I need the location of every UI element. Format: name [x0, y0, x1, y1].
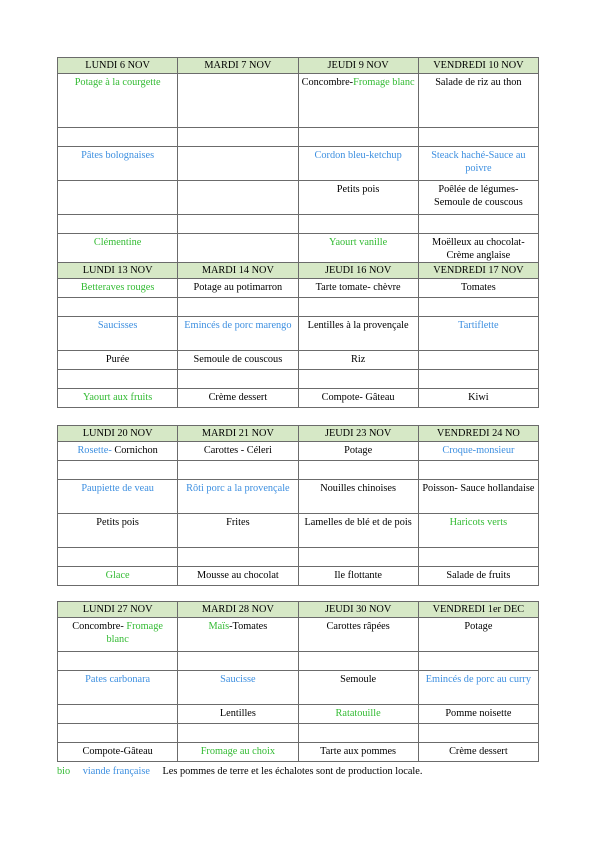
- menu-cell: [178, 128, 298, 147]
- menu-cell: [58, 743, 178, 762]
- menu-cell: [178, 279, 298, 298]
- menu-cell: [298, 461, 418, 480]
- menu-cell: [418, 181, 538, 215]
- menu-cell: [298, 743, 418, 762]
- dish-text: Purée: [105, 354, 130, 365]
- menu-row: [58, 480, 539, 514]
- menu-cell: [178, 705, 298, 724]
- menu-cell: [418, 234, 538, 265]
- menu-cell: [418, 567, 538, 586]
- menu-row: [58, 298, 539, 317]
- menu-cell: [418, 671, 538, 705]
- menu-cell: [178, 743, 298, 762]
- menu-row: [58, 351, 539, 370]
- dish-text: Clémentine: [93, 237, 142, 248]
- menu-row: [58, 128, 539, 147]
- day-header: MARDI 21 NOV: [178, 426, 298, 442]
- dish-text: Yaourt vanille: [329, 237, 388, 248]
- menu-cell: [178, 370, 298, 389]
- menu-cell: [418, 548, 538, 567]
- dish-text: Betteraves rouges: [80, 282, 155, 293]
- menu-row: [58, 370, 539, 389]
- menu-row: [58, 181, 539, 215]
- dish-text: Petits pois: [336, 184, 380, 195]
- menu-cell: [298, 370, 418, 389]
- dish-text: Petits pois: [96, 517, 139, 528]
- dish-text: Yaourt aux fruits: [82, 392, 153, 403]
- menu-cell: [58, 317, 178, 351]
- menu-row: [58, 317, 539, 351]
- menu-cell: [58, 442, 178, 461]
- menu-cell: [58, 548, 178, 567]
- dish-text: Carottes - Céleri: [203, 445, 272, 456]
- day-header: JEUDI 9 NOV: [298, 58, 418, 74]
- day-header: JEUDI 30 NOV: [298, 602, 418, 618]
- menu-cell: [58, 181, 178, 215]
- dish-text: Emincés de porc au curry: [425, 674, 531, 685]
- dish-text: Lentilles à la provençale: [307, 320, 409, 331]
- dish-text: Tartiflette: [458, 320, 499, 331]
- week-table-2: [57, 262, 539, 408]
- dish-text: Tarte tomate- chèvre: [315, 282, 401, 293]
- menu-cell: [298, 442, 418, 461]
- menu-cell: [178, 215, 298, 234]
- dish-text: Saucisses: [97, 320, 138, 331]
- dish-text: Poisson- Sauce hollandaise: [422, 483, 535, 494]
- menu-cell: [418, 317, 538, 351]
- dish-text: Tarte aux pommes: [320, 746, 397, 757]
- menu-cell: [178, 461, 298, 480]
- menu-cell: [298, 618, 418, 652]
- menu-cell: [298, 351, 418, 370]
- day-header: LUNDI 6 NOV: [58, 58, 178, 74]
- legend-viande: viande française: [82, 766, 150, 777]
- menu-cell: [298, 705, 418, 724]
- week-table-1: [57, 57, 539, 265]
- day-header: MARDI 28 NOV: [178, 602, 298, 618]
- menu-cell: [418, 480, 538, 514]
- dish-text: Kiwi: [468, 392, 489, 403]
- menu-cell: [58, 74, 178, 128]
- dish-text: Fromage blanc: [106, 621, 163, 645]
- menu-cell: [418, 389, 538, 408]
- dish-text: Concombre-: [72, 621, 127, 632]
- menu-row: [58, 618, 539, 652]
- menu-cell: [58, 234, 178, 265]
- day-header: LUNDI 27 NOV: [58, 602, 178, 618]
- menu-cell: [418, 74, 538, 128]
- menu-cell: [58, 298, 178, 317]
- menu-cell: [178, 298, 298, 317]
- dish-text: Semoule de couscous: [193, 354, 283, 365]
- dish-text: Poêlée de légumes-Semoule de couscous: [434, 184, 523, 208]
- menu-cell: [178, 351, 298, 370]
- menu-cell: [418, 351, 538, 370]
- menu-row: [58, 548, 539, 567]
- menu-row: [58, 147, 539, 181]
- menu-cell: [418, 724, 538, 743]
- header-row: [58, 602, 539, 618]
- menu-cell: [178, 618, 298, 652]
- menu-cell: [298, 724, 418, 743]
- menu-row: [58, 724, 539, 743]
- dish-text: Steack haché-Sauce au poivre: [431, 150, 526, 174]
- dish-text: Salade de fruits: [446, 570, 511, 581]
- menu-cell: [298, 279, 418, 298]
- dish-text: Fromage blanc: [353, 77, 415, 88]
- menu-cell: [58, 652, 178, 671]
- dish-text: Paupiette de veau: [81, 483, 154, 494]
- menu-cell: [298, 234, 418, 265]
- menu-cell: [58, 705, 178, 724]
- menu-cell: [418, 743, 538, 762]
- menu-row: [58, 279, 539, 298]
- menu-cell: [178, 548, 298, 567]
- dish-text: Mousse au chocolat: [196, 570, 279, 581]
- dish-text: Lamelles de blé et de pois: [304, 517, 412, 528]
- menu-row: [58, 74, 539, 128]
- menu-cell: [178, 480, 298, 514]
- menu-cell: [178, 724, 298, 743]
- menu-cell: [418, 147, 538, 181]
- menu-cell: [58, 461, 178, 480]
- menu-row: [58, 671, 539, 705]
- dish-text: Potage: [344, 445, 373, 456]
- legend: [57, 766, 432, 777]
- dish-text: Carottes râpées: [326, 621, 390, 632]
- menu-cell: [58, 514, 178, 548]
- menu-cell: [418, 461, 538, 480]
- menu-cell: [418, 298, 538, 317]
- day-header: LUNDI 20 NOV: [58, 426, 178, 442]
- menu-cell: [58, 370, 178, 389]
- menu-cell: [418, 652, 538, 671]
- menu-cell: [178, 181, 298, 215]
- header-row: [58, 426, 539, 442]
- menu-row: [58, 743, 539, 762]
- menu-row: [58, 514, 539, 548]
- day-header: MARDI 7 NOV: [178, 58, 298, 74]
- day-header: VENDREDI 1er DEC: [418, 602, 538, 618]
- menu-cell: [58, 671, 178, 705]
- dish-text: Potage: [464, 621, 493, 632]
- menu-cell: [298, 74, 418, 128]
- dish-text: Lentilles: [219, 708, 256, 719]
- menu-cell: [178, 567, 298, 586]
- menu-row: [58, 705, 539, 724]
- day-header: VENDREDI 17 NOV: [418, 263, 538, 279]
- menu-row: [58, 234, 539, 265]
- dish-text: Salade de riz au thon: [435, 77, 522, 88]
- menu-cell: [58, 480, 178, 514]
- menu-cell: [298, 147, 418, 181]
- menu-cell: [58, 724, 178, 743]
- menu-cell: [178, 74, 298, 128]
- menu-row: [58, 652, 539, 671]
- week-table-3: [57, 425, 539, 586]
- menu-cell: [418, 215, 538, 234]
- menu-row: [58, 442, 539, 461]
- menu-cell: [418, 618, 538, 652]
- menu-cell: [298, 128, 418, 147]
- menu-cell: [418, 442, 538, 461]
- dish-text: Semoule: [340, 674, 377, 685]
- menu-cell: [298, 652, 418, 671]
- day-header: JEUDI 23 NOV: [298, 426, 418, 442]
- menu-cell: [298, 389, 418, 408]
- dish-text: Saucisse: [220, 674, 256, 685]
- menu-cell: [58, 618, 178, 652]
- menu-cell: [58, 389, 178, 408]
- dish-text: Croque-monsieur: [442, 445, 515, 456]
- menu-cell: [298, 671, 418, 705]
- menu-cell: [178, 147, 298, 181]
- dish-text: Ile flottante: [334, 570, 382, 581]
- menu-cell: [418, 705, 538, 724]
- menu-cell: [178, 442, 298, 461]
- menu-cell: [418, 514, 538, 548]
- day-header: JEUDI 16 NOV: [298, 263, 418, 279]
- menu-cell: [298, 215, 418, 234]
- dish-text: Rosette-: [77, 445, 112, 456]
- menu-cell: [298, 181, 418, 215]
- menu-cell: [298, 298, 418, 317]
- header-row: [58, 58, 539, 74]
- dish-text: Cordon bleu-ketchup: [314, 150, 402, 161]
- dish-text: Frites: [226, 517, 250, 528]
- menu-row: [58, 461, 539, 480]
- menu-cell: [298, 317, 418, 351]
- dish-text: -Tomates: [229, 621, 268, 632]
- menu-cell: [178, 514, 298, 548]
- dish-text: Potage au potimarron: [193, 282, 283, 293]
- dish-text: Nouilles chinoises: [320, 483, 397, 494]
- menu-cell: [178, 317, 298, 351]
- menu-cell: [58, 128, 178, 147]
- dish-text: Maïs: [208, 621, 230, 632]
- menu-cell: [418, 128, 538, 147]
- dish-text: Compote- Gâteau: [321, 392, 395, 403]
- menu-row: [58, 389, 539, 408]
- menu-cell: [58, 351, 178, 370]
- dish-text: Fromage au choix: [200, 746, 276, 757]
- menu-cell: [178, 671, 298, 705]
- day-header: MARDI 14 NOV: [178, 263, 298, 279]
- menu-cell: [298, 480, 418, 514]
- dish-text: Riz: [350, 354, 366, 365]
- day-header: VENDREDI 10 NOV: [418, 58, 538, 74]
- menu-cell: [178, 234, 298, 265]
- menu-cell: [58, 567, 178, 586]
- dish-text: Glace: [105, 570, 130, 581]
- dish-text: Moëlleux au chocolat-Crème anglaise: [432, 237, 525, 261]
- dish-text: Compote-Gâteau: [82, 746, 153, 757]
- header-row: [58, 263, 539, 279]
- menu-cell: [298, 548, 418, 567]
- dish-text: Cornichon: [111, 445, 158, 456]
- day-header: VENDREDI 24 NO: [418, 426, 538, 442]
- day-header: LUNDI 13 NOV: [58, 263, 178, 279]
- menu-cell: [298, 514, 418, 548]
- menu-cell: [178, 389, 298, 408]
- menu-row: [58, 567, 539, 586]
- menu-cell: [58, 279, 178, 298]
- menu-cell: [298, 567, 418, 586]
- dish-text: Crème dessert: [449, 746, 508, 757]
- dish-text: Pomme noisette: [445, 708, 512, 719]
- menu-cell: [58, 215, 178, 234]
- menu-cell: [418, 370, 538, 389]
- legend-bio: bio: [57, 766, 71, 777]
- dish-text: Tomates: [461, 282, 496, 293]
- menu-cell: [418, 279, 538, 298]
- dish-text: Pates carbonara: [85, 674, 151, 685]
- dish-text: Concombre-: [301, 77, 354, 88]
- dish-text: Pâtes bolognaises: [81, 150, 155, 161]
- week-table-4: [57, 601, 539, 762]
- legend-note: Les pommes de terre et les échalotes sont de production locale.: [162, 766, 423, 777]
- dish-text: Crème dessert: [208, 392, 268, 403]
- menu-row: [58, 215, 539, 234]
- dish-text: Emincés de porc marengo: [184, 320, 292, 331]
- menu-cell: [178, 652, 298, 671]
- dish-text: Potage à la courgette: [74, 77, 161, 88]
- dish-text: Haricots verts: [449, 517, 508, 528]
- menu-cell: [58, 147, 178, 181]
- dish-text: Rôti porc a la provençale: [186, 483, 290, 494]
- dish-text: Ratatouille: [335, 708, 381, 719]
